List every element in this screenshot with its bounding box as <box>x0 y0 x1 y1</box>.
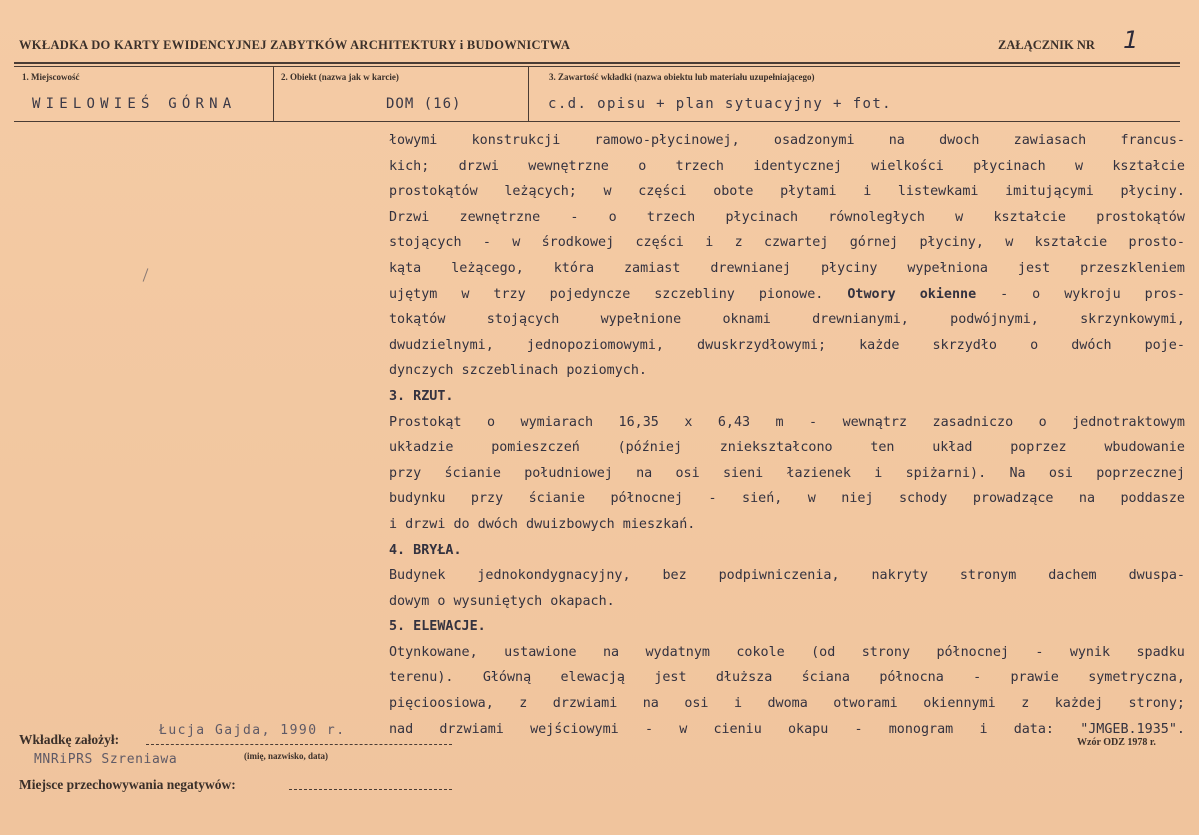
object-value: DOM (16) <box>386 96 462 112</box>
author-line <box>146 744 452 745</box>
field-label-object: 2. Obiekt (nazwa jak w karcie) <box>281 72 399 82</box>
negatives-label: Miejsce przechowywania negatywów: <box>19 777 236 792</box>
text-line: dynczych szczeblinach poziomych. <box>389 363 647 379</box>
text-line: kąta leżącego, która zamiast drewnianej płyciny wypełniona jest przeszkleniem <box>389 260 1185 276</box>
author-hint: (imię, nazwisko, data) <box>244 751 328 761</box>
contents-value: c.d. opisu + plan sytuacyjny + fot. <box>548 96 893 112</box>
locality-value: WIELOWIEŚ GÓRNA <box>32 96 237 112</box>
annex-number: 1 <box>1120 26 1142 54</box>
text-line: układzie pomieszczeń (później zniekształcono ten układ poprzez wbudowanie <box>389 440 1185 456</box>
text-line: pięcioosiowa, z drzwiami na osi i dwoma otworami okiennymi z każdej strony; <box>389 696 1185 712</box>
text-line: i drzwi do dwóch dwuizbowych mieszkań. <box>389 516 696 532</box>
field-label-contents: 3. Zawartość wkładki (nazwa obiektu lub materiału uzupełniającego) <box>549 72 815 82</box>
text-line: kich; drzwi wewnętrzne o trzech identycznej wielkości płycinach w kształcie <box>389 158 1185 174</box>
text-line: 4. BRYŁA. <box>389 542 462 558</box>
author-value: Łucja Gajda, 1990 r. <box>159 723 346 738</box>
negatives-line <box>289 789 452 790</box>
text-line: ujętym w trzy pojedyncze szczebliny pionowe. Otwory okienne - o wykroju pros- <box>389 286 1185 302</box>
author-label: Wkładkę założył: <box>19 732 120 747</box>
text-line: przy ścianie południowej na osi sieni łazienek i spiżarni). Na osi poprzecznej <box>389 465 1185 481</box>
text-line: Otynkowane, ustawione na wydatnym cokole (od strony północnej - wynik spadku <box>389 644 1185 660</box>
text-line: terenu). Główną elewacją jest dłuższa ściana północna - prawie symetryczna, <box>389 670 1185 686</box>
annex-label: ZAŁĄCZNIK NR <box>998 38 1095 52</box>
text-line: 5. ELEWACJE. <box>389 619 486 635</box>
form-code: Wzór ODZ 1978 r. <box>1077 737 1156 748</box>
text-line: Budynek jednokondygnacyjny, bez podpiwniczenia, nakryty stronym dachem dwuspa- <box>389 568 1185 584</box>
text-line: 3. RZUT. <box>389 388 454 404</box>
form-title: WKŁADKA DO KARTY EWIDENCYJNEJ ZABYTKÓW ARCHITEKTURY i BUDOWNICTWA <box>19 38 571 52</box>
fields-bottom-rule <box>14 121 1180 122</box>
text-line: dwudzielnymi, jednopoziomowymi, dwuskrzydłowymi; każde skrzydło o dwóch poje- <box>389 337 1185 353</box>
field-divider-2 <box>528 67 529 121</box>
header-rule <box>14 62 1180 67</box>
institution-value: MNRiPRS Szreniawa <box>34 752 178 767</box>
text-line: Drzwi zewnętrzne - o trzech płycinach równoległych w kształcie prostokątów <box>389 209 1185 225</box>
text-line: budynku przy ścianie północnej - sień, w niej schody prowadzące na poddasze <box>389 491 1185 507</box>
text-line: dowym o wysuniętych okapach. <box>389 593 615 609</box>
field-divider-1 <box>273 67 274 121</box>
pencil-mark <box>143 268 149 281</box>
text-line: Prostokąt o wymiarach 16,35 x 6,43 m - wewnątrz zasadniczo o jednotraktowym <box>389 414 1185 430</box>
text-line: tokątów stojących wypełnione oknami drewnianymi, podwójnymi, skrzynkowymi, <box>389 312 1185 328</box>
description-text <box>389 128 1185 742</box>
text-line: nad drzwiami wejściowymi - w cieniu okapu - monogram i data: "JMGEB.1935". <box>389 721 1185 737</box>
text-line: prostokątów leżących; w części obote płytami i listewkami imitującymi płyciny. <box>389 184 1185 200</box>
field-label-locality: 1. Miejscowość <box>22 72 80 82</box>
text-line: łowymi konstrukcji ramowo-płycinowej, osadzonymi na dwoch zawiasach francus- <box>389 133 1185 148</box>
text-line: stojących - w środkowej części i z czwartej górnej płyciny, w kształcie prosto- <box>389 235 1185 251</box>
